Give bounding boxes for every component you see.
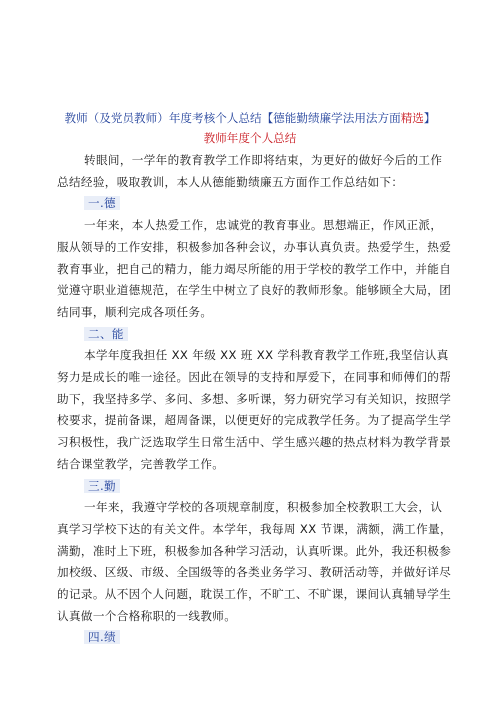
section-paragraph-neng: 本学年度我担任 XX 年级 XX 班 XX 学科教育教学工作班,我坚信认真努力是成长的唯一途径。因此在领导的支持和厚爱下，在同事和师傅们的帮助下，我坚持多学、多问、多想、多听课，努力研究学习有关知识，按照学校要求，提前备课，超周备课，以便更好的完成教学任务。为了提高学生学习积极性，我广泛选取学生日常生活中、学生感兴趣的热点材料为教学背景结合课堂教学，完善教学工作。	[57, 348, 452, 471]
section-heading-ji	[57, 627, 453, 649]
section-paragraph-de: 一年来，本人热爱工作，忠诚党的教育事业。思想端正，作风正派，服从领导的工作安排，积极参加各种会议，办事认真负责。热爱学生，热爱教育事业，把自己的精力，能力竭尽所能的用于学校的教学工作中，并能自觉遵守职业道德规范，在学生中树立了良好的教师形象。能够顾全大局，团结同事，顺利完成各项任务。	[57, 218, 452, 319]
document-title-suffix: 】	[423, 111, 436, 125]
section-heading-neng-label: 二、能	[84, 327, 128, 341]
intro-paragraph: 转眼间，一学年的教育教学工作即将结束，为更好的做好今后的工作总结经验，吸取教训，本人从德能勤绩廉五方面作工作总结如下：	[57, 153, 443, 189]
section-heading-qin	[57, 476, 453, 498]
section-heading-qin-label: 三.勤	[84, 479, 120, 493]
document-title-accent: 精选	[400, 111, 424, 125]
section-paragraph-qin: 一年来，我遵守学校的各项规章制度，积极参加全校教职工大会，认真学习学校下达的有关文件。本学年，我每周 XX 节课，满额，满工作量，满勤，准时上下班，积极参加各种学习活动，认真听课。此外，我还积极参加校级、区级、市级、全国级等的各类业务学习、教研活动等，并做好详尽的记录。从不因个人问题，耽误工作，不旷工、不旷课，课间认真辅导学生认真做一个合格称职的一线教师。	[57, 500, 452, 623]
document-body	[57, 150, 453, 649]
document-subtitle: 教师年度个人总结	[203, 131, 297, 145]
document-title	[0, 110, 500, 126]
document-title-prefix: 教师（及党员教师）年度考核个人总结【德能勤绩廉学法用法方面	[64, 111, 401, 125]
section-heading-ji-label: 四.绩	[84, 630, 120, 644]
section-heading-neng	[57, 324, 453, 346]
section-heading-de-label: 一.德	[84, 196, 120, 210]
section-heading-de	[57, 193, 453, 215]
